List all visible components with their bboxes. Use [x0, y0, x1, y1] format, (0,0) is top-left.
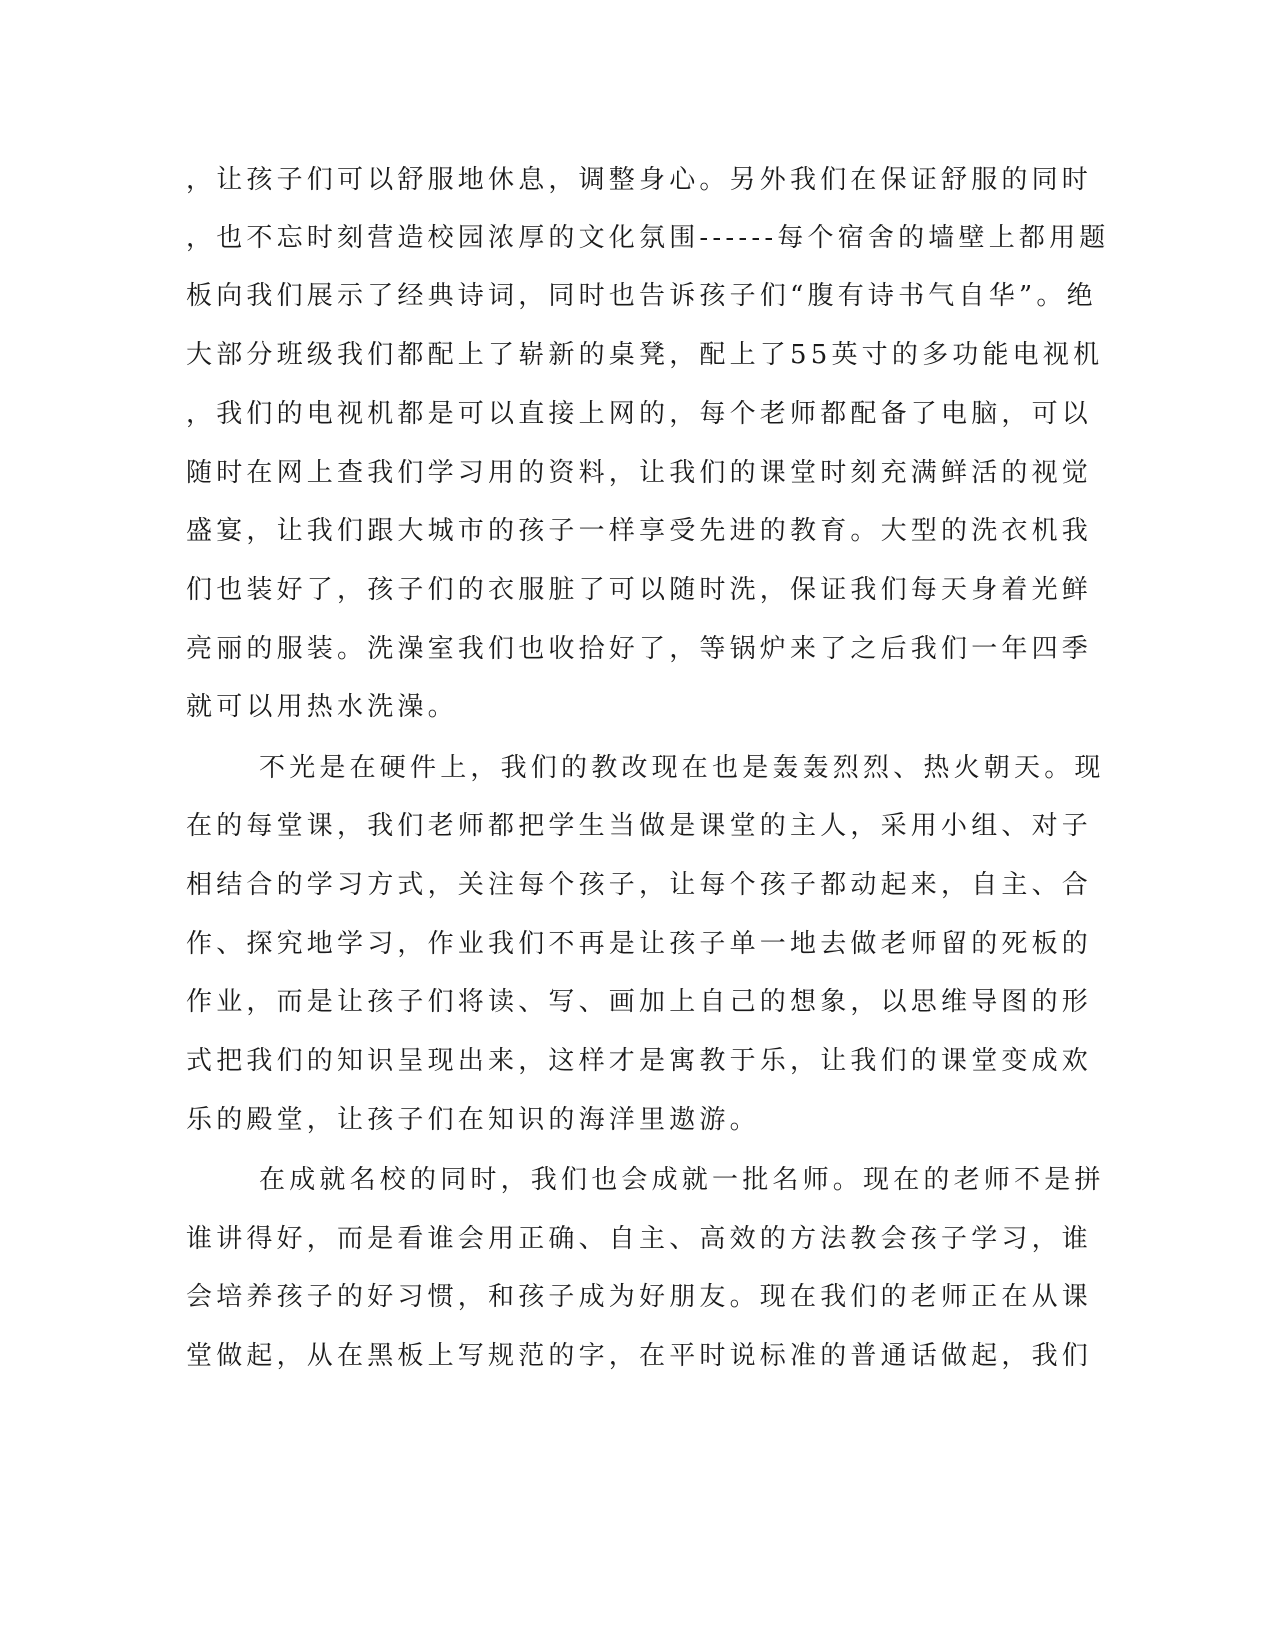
text-line: 谁讲得好，而是看谁会用正确、自主、高效的方法教会孩子学习，谁 — [186, 1224, 1093, 1254]
text-line: ，也不忘时刻营造校园浓厚的文化氛围------每个宿舍的墙壁上都用题 — [186, 223, 1110, 253]
text-line: 就可以用热水洗澡。 — [186, 692, 458, 722]
text-line: 们也装好了，孩子们的衣服脏了可以随时洗，保证我们每天身着光鲜 — [186, 575, 1093, 605]
text-line: 会培养孩子的好习惯，和孩子成为好朋友。现在我们的老师正在从课 — [186, 1282, 1093, 1312]
text-line: 作业，而是让孩子们将读、写、画加上自己的想象，以思维导图的形 — [186, 987, 1093, 1017]
text-line: 作、探究地学习，作业我们不再是让孩子单一地去做老师留的死板的 — [186, 929, 1093, 959]
text-line: 随时在网上查我们学习用的资料，让我们的课堂时刻充满鲜活的视觉 — [186, 458, 1093, 488]
text-line: 盛宴，让我们跟大城市的孩子一样享受先进的教育。大型的洗衣机我 — [186, 516, 1093, 546]
text-line: 乐的殿堂，让孩子们在知识的海洋里遨游。 — [186, 1105, 760, 1135]
text-line: ，让孩子们可以舒服地休息，调整身心。另外我们在保证舒服的同时 — [186, 165, 1093, 195]
text-line: 式把我们的知识呈现出来，这样才是寓教于乐，让我们的课堂变成欢 — [186, 1046, 1093, 1076]
text-line: 板向我们展示了经典诗词，同时也告诉孩子们“腹有诗书气自华”。绝 — [186, 281, 1097, 311]
paragraph-first-line: 不光是在硬件上，我们的教改现在也是轰轰烈烈、热火朝天。现 — [259, 753, 1105, 783]
text-line: ，我们的电视机都是可以直接上网的，每个老师都配备了电脑，可以 — [186, 399, 1093, 429]
text-line: 堂做起，从在黑板上写规范的字，在平时说标准的普通话做起，我们 — [186, 1341, 1093, 1371]
text-line: 大部分班级我们都配上了崭新的桌凳，配上了55英寸的多功能电视机 — [186, 340, 1104, 370]
paragraph-first-line: 在成就名校的同时，我们也会成就一批名师。现在的老师不是拼 — [259, 1165, 1105, 1195]
text-line: 亮丽的服装。洗澡室我们也收拾好了，等锅炉来了之后我们一年四季 — [186, 634, 1093, 664]
text-line: 相结合的学习方式，关注每个孩子，让每个孩子都动起来，自主、合 — [186, 870, 1093, 900]
text-line: 在的每堂课，我们老师都把学生当做是课堂的主人，采用小组、对子 — [186, 811, 1093, 841]
